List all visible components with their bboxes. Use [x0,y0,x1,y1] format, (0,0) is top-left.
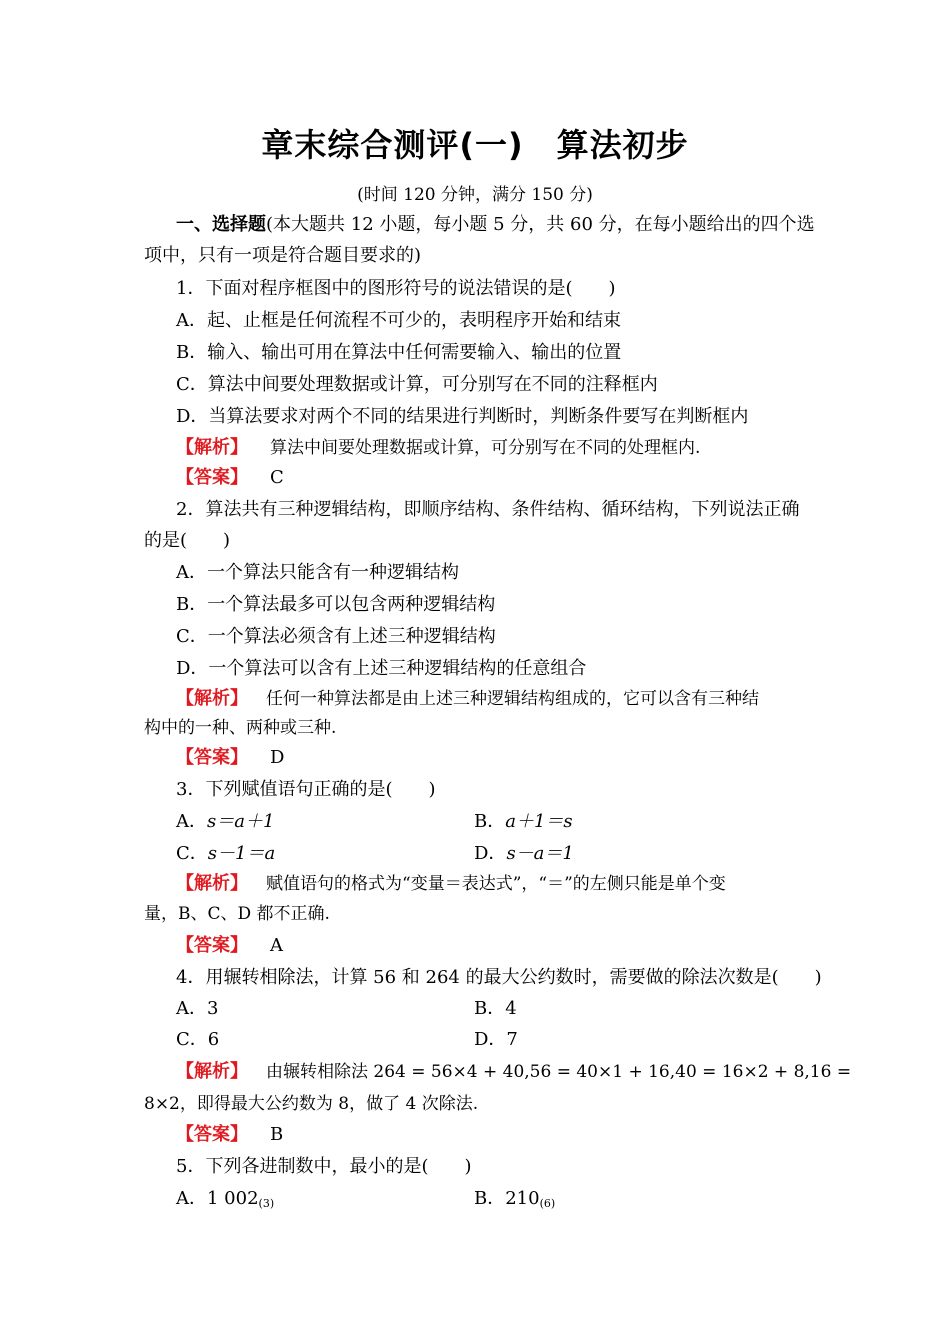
q5-option-b-base: (6) [539,1197,556,1210]
q3-option-d-expr: s－a＝1 [506,843,574,864]
answer-tag: 【答案】 [176,1124,248,1145]
q3-answer [176,933,283,959]
q5-option-a-base: (3) [258,1197,275,1210]
section-heading: 一、选择题 [176,214,266,235]
q3-option-a: A．s＝a＋1 [176,811,275,832]
q4-option-b: B．4 [474,998,517,1019]
q2-analysis [176,686,759,712]
q1-answer-value: C [270,467,284,488]
q2-answer [176,745,284,771]
analysis-tag: 【解析】 [176,873,248,894]
q4-answer-value: B [270,1124,284,1145]
q1-option-c: C．算法中间要处理数据或计算，可分别写在不同的注释框内 [176,374,658,395]
answer-tag: 【答案】 [176,747,248,768]
q2-stem-2: 的是( ) [144,530,231,551]
q4-stem: 4．用辗转相除法，计算 56 和 264 的最大公约数时，需要做的除法次数是( ) [176,967,822,988]
q3-option-d: D．s－a＝1 [474,843,574,864]
q1-stem: 1．下面对程序框图中的图形符号的说法错误的是( ) [176,278,616,299]
q3-option-c: C．s－1＝a [176,843,276,864]
q2-option-a: A．一个算法只能含有一种逻辑结构 [176,562,459,583]
answer-tag: 【答案】 [176,935,248,956]
q1-analysis-text: 算法中间要处理数据或计算，可分别写在不同的处理框内. [270,438,701,458]
q1-answer [176,465,284,491]
q4-analysis-text-2: 8×2，即得最大公约数为 8，做了 4 次除法. [144,1094,479,1114]
section-line-1 [176,212,815,238]
page-title: 章末综合测评(一) 算法初步 [261,126,689,164]
q1-option-d: D．当算法要求对两个不同的结果进行判断时，判断条件要写在判断框内 [176,406,749,427]
q4-option-d: D．7 [474,1029,518,1050]
analysis-tag: 【解析】 [176,437,248,458]
q3-analysis [176,871,726,897]
q2-analysis-text-1: 任何一种算法都是由上述三种逻辑结构组成的，它可以含有三种结 [266,689,759,709]
q4-analysis [176,1059,851,1085]
q1-option-b: B．输入、输出可用在算法中任何需要输入、输出的位置 [176,342,622,363]
q3-analysis-text-2: 量，B、C、D 都不正确. [144,904,330,924]
q3-answer-value: A [270,935,283,956]
q5-option-a-value: 1 002 [207,1188,259,1209]
q1-option-a: A．起、止框是任何流程不可少的，表明程序开始和结束 [176,310,621,331]
q3-option-a-expr: s＝a＋1 [207,811,275,832]
q2-option-c: C．一个算法必须含有上述三种逻辑结构 [176,626,496,647]
q2-answer-value: D [270,747,285,768]
q4-answer [176,1122,283,1148]
q3-analysis-text-1: 赋值语句的格式为“变量＝表达式”，“＝”的左侧只能是单个变 [266,874,726,894]
section-desc-2: 项中，只有一项是符合题目要求的) [144,245,422,266]
q2-stem-1: 2．算法共有三种逻辑结构，即顺序结构、条件结构、循环结构，下列说法正确 [176,499,800,520]
q2-option-b: B．一个算法最多可以包含两种逻辑结构 [176,594,496,615]
q5-option-b: B．$210_{(6)}$ [474,1188,556,1210]
q3-option-c-expr: s－1＝a [207,843,276,864]
q2-analysis-text-2: 构中的一种、两种或三种. [144,718,337,738]
section-desc-1: (本大题共 12 小题，每小题 5 分，共 60 分，在每小题给出的四个选 [266,214,815,235]
q1-analysis [176,435,700,461]
q4-analysis-text-1: 由辗转相除法 264 = 56×4 + 40,56 = 40×1 + 16,40 = 16×2 + 8,16 = [266,1062,852,1082]
q3-stem: 3．下列赋值语句正确的是( ) [176,779,436,800]
q3-option-b: B．a＋1＝s [474,811,573,832]
q5-option-a: A．1 $002_{(3)}$ [176,1188,275,1210]
q3-option-b-expr: a＋1＝s [505,811,573,832]
exam-info: (时间 120 分钟，满分 150 分) [357,185,593,205]
q2-option-d: D．一个算法可以含有上述三种逻辑结构的任意组合 [176,658,587,679]
answer-tag: 【答案】 [176,467,248,488]
q5-option-b-value: 210 [505,1188,540,1209]
q4-option-c: C．6 [176,1029,220,1050]
q4-option-a: A．3 [176,998,219,1019]
analysis-tag: 【解析】 [176,1061,248,1082]
q5-stem: 5．下列各进制数中，最小的是( ) [176,1156,472,1177]
analysis-tag: 【解析】 [176,688,248,709]
